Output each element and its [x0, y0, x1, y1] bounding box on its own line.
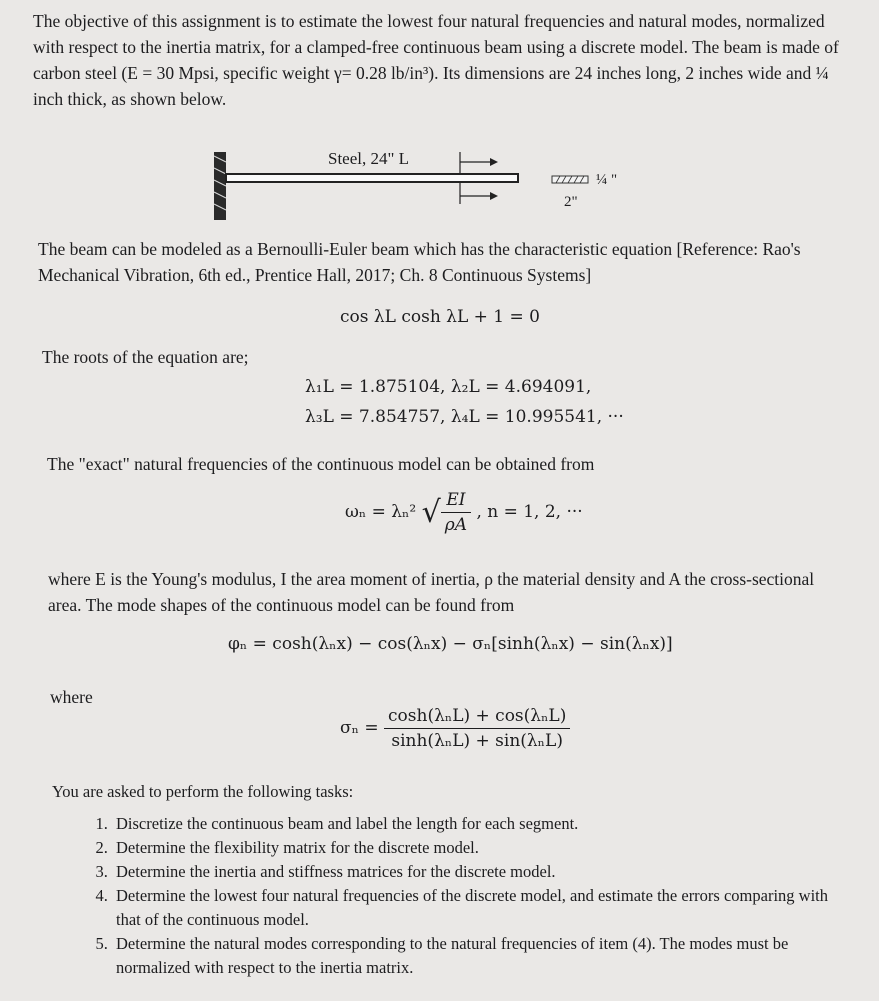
sqrt-fraction [441, 490, 471, 535]
thickness-label: ¼ " [596, 172, 618, 188]
sigma-lhs: σₙ = [340, 718, 379, 738]
task-list [52, 780, 842, 980]
sigma-fraction [384, 706, 570, 751]
beam-label: Steel, 24" L [328, 149, 410, 168]
frequency-lhs: ωₙ = λₙ² [345, 502, 417, 522]
cross-section [552, 176, 588, 183]
definitions-paragraph: where E is the Young's modulus, I the area moment of inertia, ρ the material density and A the cross-sectional area. The mode shapes of the continuous model can be found from [48, 569, 815, 615]
intro-paragraph: The objective of this assignment is to estimate the lowest four natural frequencies and natural modes, normalized with respect to the inertia matrix, for a clamped-free continuous beam using a discrete model. The beam is made of carbon steel (E = 30 Mpsi, specific weight γ= 0.28 lb/in³). Its dimensions are 24 inches long, 2 inches wide and ¼ inch thick, as shown below. [33, 11, 839, 109]
roots-line-1: λ₁L = 1.875104, λ₂L = 4.694091, [305, 377, 592, 397]
sigma-numerator: cosh(λₙL) + cos(λₙL) [384, 706, 570, 729]
clamped-wall [214, 152, 226, 220]
task-item-5: 5. Determine the natural modes corresponding to the natural frequencies of item (4). The modes must be normalized with respect to the inertia matrix. [112, 932, 842, 980]
width-label: 2" [564, 194, 578, 210]
beam-figure [200, 140, 620, 230]
mode-shape-equation: φₙ = cosh(λₙx) − cos(λₙx) − σₙ[sinh(λₙx) − sin(λₙx)] [228, 634, 673, 654]
roots-line-2: λ₃L = 7.854757, λ₄L = 10.995541, ··· [305, 407, 624, 427]
sigma-denominator: sinh(λₙL) + sin(λₙL) [391, 731, 563, 751]
sqrt-numerator: EI [441, 490, 471, 513]
model-paragraph: The beam can be modeled as a Bernoulli-Euler beam which has the characteristic equation [Reference: Rao's Mechanical Vibration, 6th ed., Prentice Hall, 2017; Ch. 8 Continuous Systems] [38, 239, 801, 285]
beam [226, 174, 518, 182]
task-item-1: 1. Discretize the continuous beam and label the length for each segment. [112, 812, 842, 836]
frequency-equation [345, 490, 583, 535]
sqrt-denominator: ρA [444, 515, 468, 535]
task-item-4: 4. Determine the lowest four natural frequencies of the discrete model, and estimate the errors comparing with that of the continuous model. [112, 884, 842, 932]
sigma-equation [340, 706, 570, 751]
characteristic-equation: cos λL cosh λL + 1 = 0 [340, 307, 540, 327]
task-item-3: 3. Determine the inertia and stiffness matrices for the discrete model. [112, 860, 842, 884]
tasks-intro: You are asked to perform the following tasks: [52, 782, 354, 801]
where-label: where [50, 687, 93, 707]
arrow-top [460, 152, 498, 174]
task-item-2: 2. Determine the flexibility matrix for the discrete model. [112, 836, 842, 860]
radical-sign: √ [421, 494, 441, 530]
frequency-index: , n = 1, 2, ··· [476, 502, 583, 522]
frequency-intro: The "exact" natural frequencies of the continuous model can be obtained from [47, 454, 595, 474]
task-items [52, 812, 842, 980]
roots-intro: The roots of the equation are; [42, 347, 249, 367]
arrow-bottom [460, 182, 498, 204]
